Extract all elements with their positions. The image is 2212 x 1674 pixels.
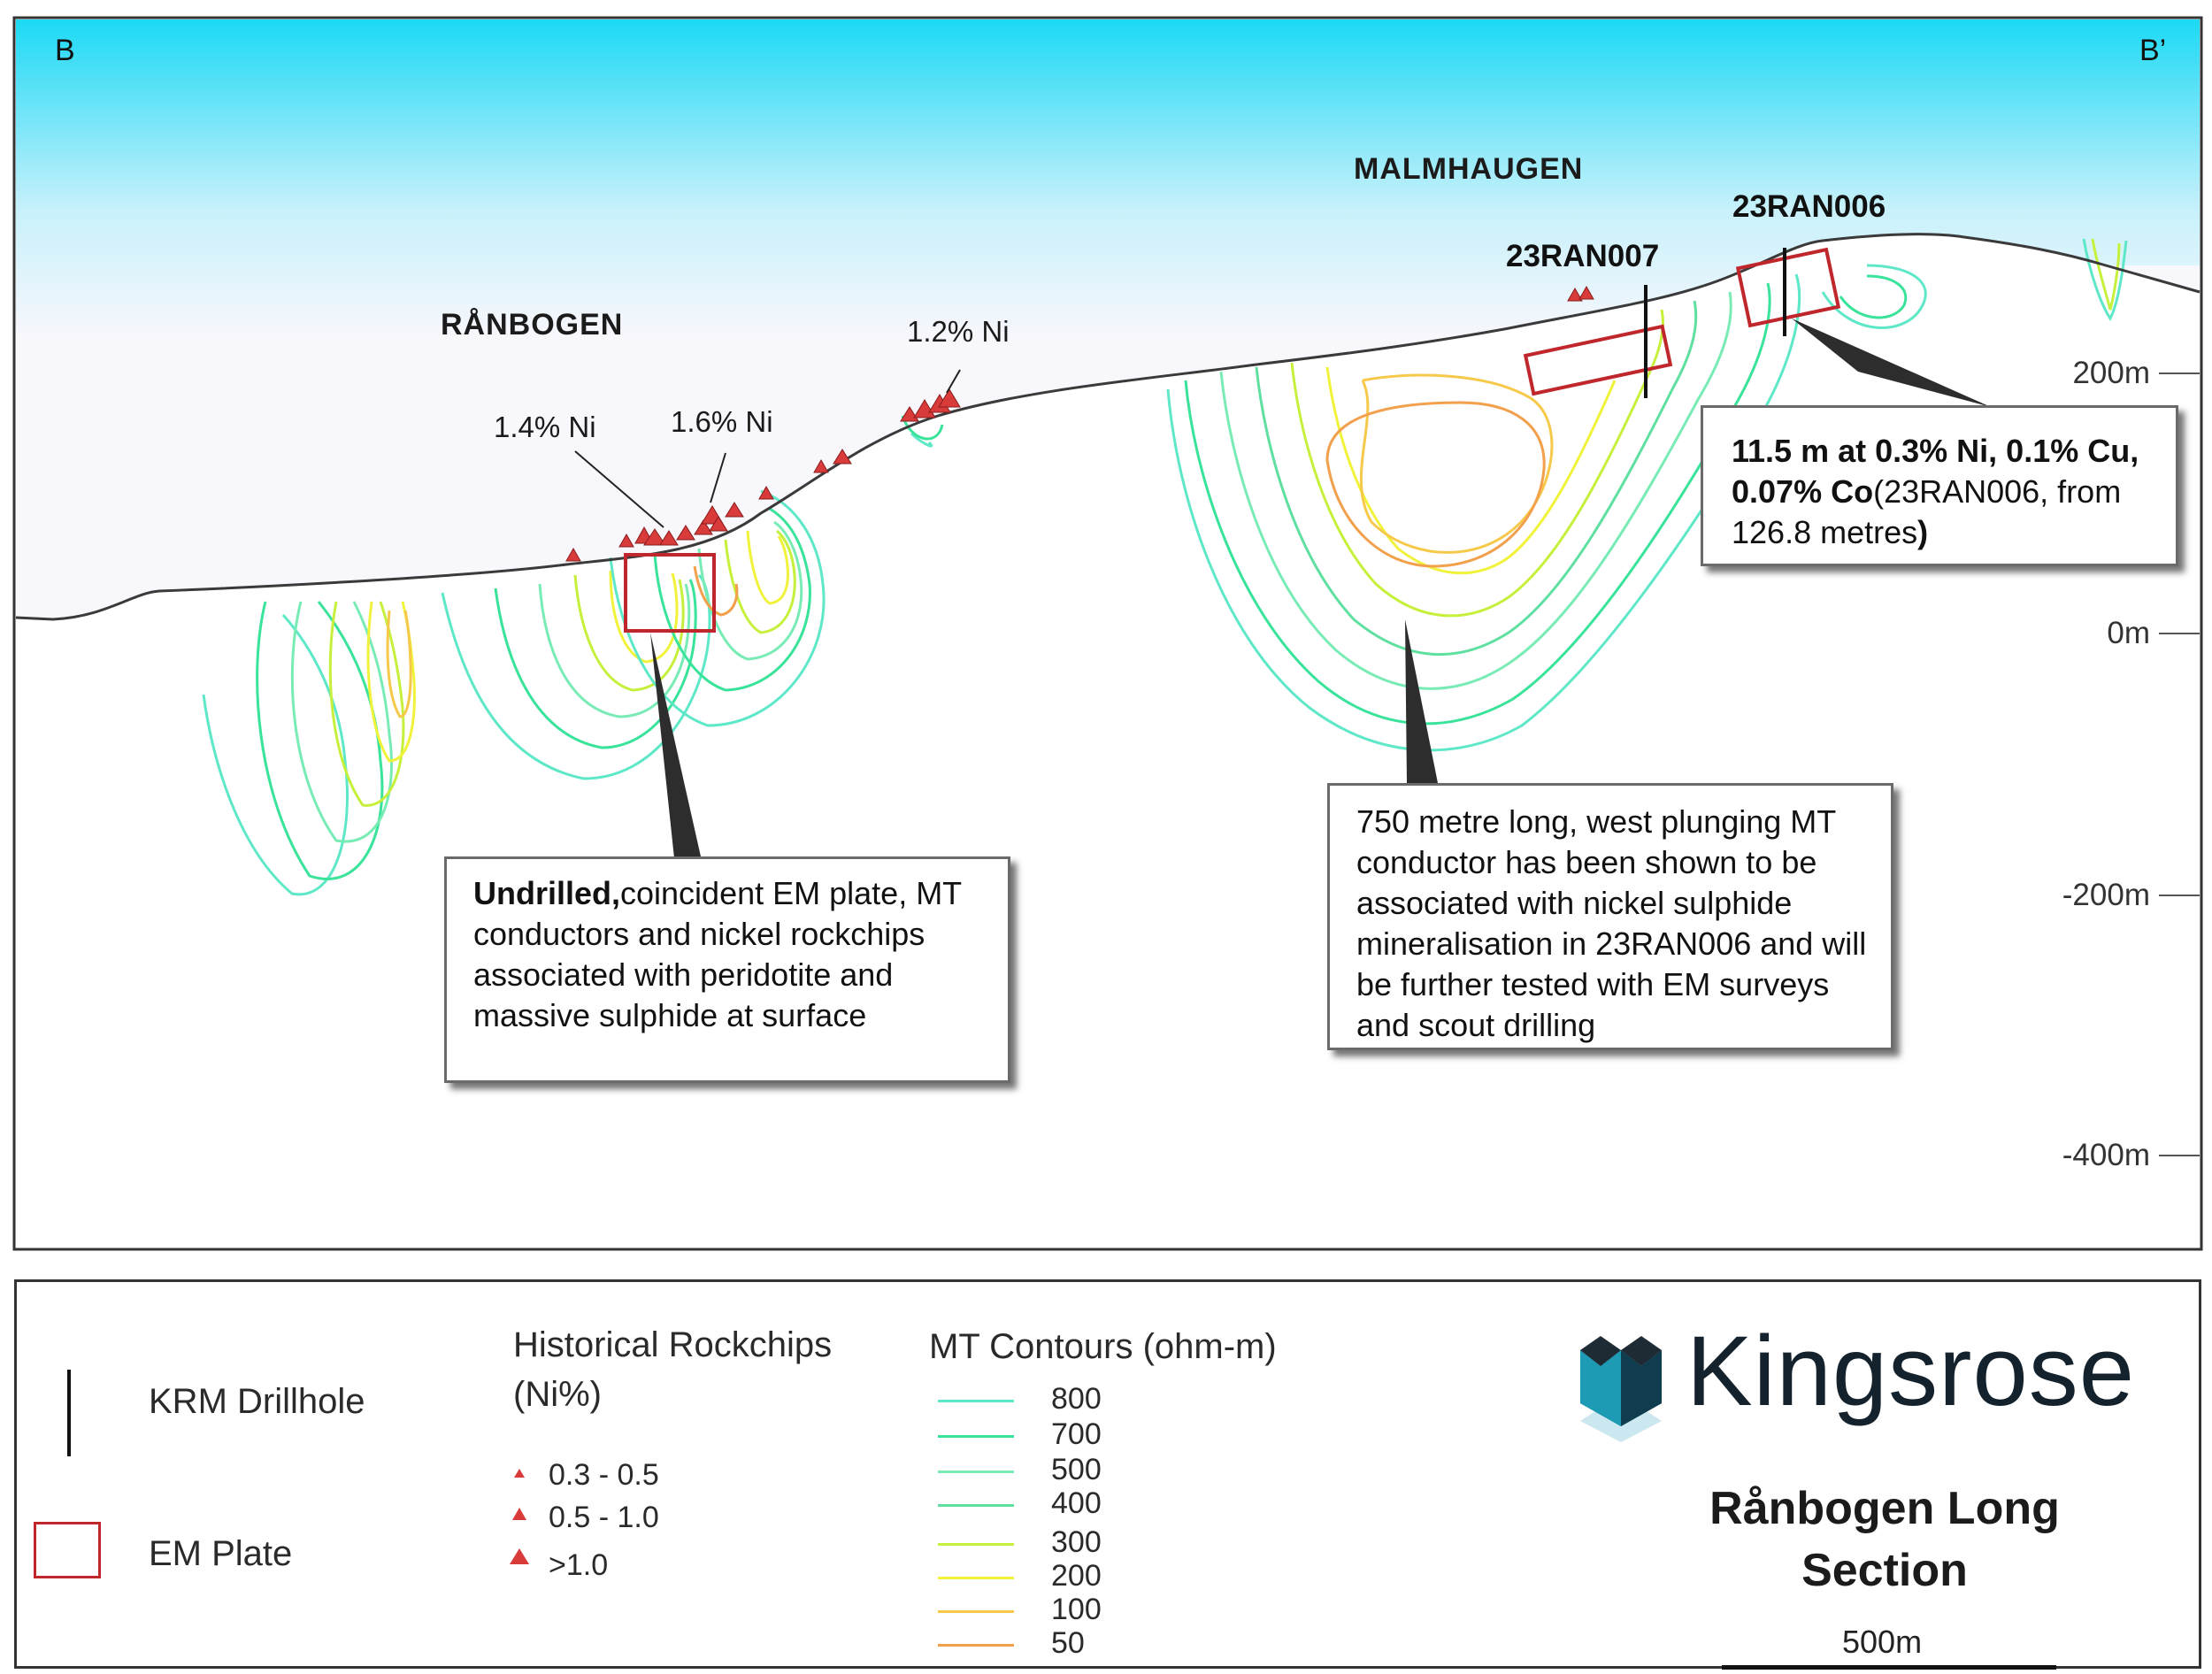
legend-mt-value: 700 <box>1051 1417 1102 1451</box>
legend-mt-swatch <box>938 1400 1014 1402</box>
section-end-label: B’ <box>2139 34 2167 67</box>
elevation-label-200: 200m <box>2072 356 2150 390</box>
kingsrose-logo-icon <box>1580 1332 1662 1442</box>
place-label-ranbogen: RÅNBOGEN <box>441 308 624 342</box>
legend-mt-level-300 <box>938 1525 1150 1573</box>
legend-mt-swatch <box>938 1644 1014 1647</box>
legend-mt-swatch <box>938 1504 1014 1507</box>
legend-mt-value: 200 <box>1051 1559 1102 1593</box>
legend-mt-level-400 <box>938 1486 1150 1534</box>
legend-mt-swatch <box>938 1543 1014 1546</box>
legend-em-plate-label: EM Plate <box>149 1534 293 1573</box>
legend-mt-level-500 <box>938 1453 1150 1501</box>
legend-mt-swatch <box>938 1471 1014 1473</box>
callout-conductor-text: 750 metre long, west plunging MT conductor has been shown to be associated with nickel sulphide mineralisation in 23RAN006 and will be further tested with EM surveys and scout drilling <box>1356 803 1867 1044</box>
callout-intercept-bold-end: ) <box>1917 514 1929 551</box>
assay-label-1-2: 1.2% Ni <box>907 315 1010 348</box>
legend-mt-title: MT Contours (ohm-m) <box>929 1327 1277 1366</box>
legend-mt-value: 50 <box>1051 1626 1085 1660</box>
callout-undrilled-bold: Undrilled, <box>473 875 621 911</box>
elevation-label-minus-200: -200m <box>2062 878 2150 912</box>
legend-rockchip-range-1: 0.3 - 0.5 <box>549 1458 659 1492</box>
legend-mt-swatch <box>938 1435 1014 1438</box>
legend-mt-value: 500 <box>1051 1453 1102 1486</box>
rockchip-icon-medium <box>512 1508 526 1520</box>
scale-bar-label: 500m <box>1842 1624 1923 1660</box>
legend-mt-value: 300 <box>1051 1525 1102 1559</box>
legend-mt-levels <box>938 1382 1150 1670</box>
legend-rockchip-range-2: 0.5 - 1.0 <box>549 1501 659 1534</box>
legend-rockchip-range-3: >1.0 <box>549 1548 609 1582</box>
legend-mt-value: 800 <box>1051 1382 1102 1416</box>
elevation-label-0: 0m <box>2107 616 2150 650</box>
legend-mt-level-700 <box>938 1417 1150 1465</box>
scale-bar <box>1722 1665 2056 1670</box>
place-label-malmhaugen: MALMHAUGEN <box>1354 152 1584 186</box>
elevation-label-minus-400: -400m <box>2062 1138 2150 1172</box>
legend-mt-level-200 <box>938 1559 1150 1607</box>
rockchip-icon-small <box>514 1469 525 1478</box>
assay-label-1-4: 1.4% Ni <box>494 411 596 443</box>
drillhole-label-23ran007: 23RAN007 <box>1506 239 1660 273</box>
legend-drillhole-label: KRM Drillhole <box>149 1382 365 1421</box>
callout-conductor <box>1327 783 1893 1050</box>
legend-rockchips-title-2: (Ni%) <box>513 1375 602 1414</box>
legend-rockchip-symbols <box>495 1451 549 1584</box>
callout-undrilled <box>444 856 1010 1083</box>
legend-em-plate-symbol <box>34 1522 101 1578</box>
legend-mt-swatch <box>938 1610 1014 1613</box>
brand-name: Kingsrose <box>1686 1316 2136 1426</box>
map-title-line-1: Rånbogen Long <box>1709 1483 2060 1534</box>
legend-mt-level-800 <box>938 1382 1150 1430</box>
legend-mt-level-100 <box>938 1593 1150 1640</box>
callout-undrilled-text: coincident EM plate, MT conductors and nickel rockchips associated with peridotite and massive sulphide at surface <box>473 875 962 1034</box>
assay-label-1-6: 1.6% Ni <box>671 405 773 438</box>
legend-mt-value: 100 <box>1051 1593 1102 1626</box>
callout-intercept-bold: 11.5 m at 0.3% Ni, 0.1% Cu, 0.07% Co <box>1732 433 2139 511</box>
legend-drillhole-symbol <box>67 1370 71 1456</box>
rockchip-icon-large <box>510 1548 529 1564</box>
legend-mt-level-50 <box>938 1626 1150 1674</box>
callout-intercept <box>1701 405 2178 566</box>
callout-intercept-text: (23RAN006, from 126.8 metres <box>1732 473 2122 551</box>
map-title-line-2: Section <box>1801 1545 1968 1596</box>
section-start-label: B <box>55 34 75 67</box>
legend-mt-swatch <box>938 1577 1014 1579</box>
legend-rockchips-title-1: Historical Rockchips <box>513 1325 833 1364</box>
legend-mt-value: 400 <box>1051 1486 1102 1520</box>
drillhole-label-23ran006: 23RAN006 <box>1732 189 1886 224</box>
